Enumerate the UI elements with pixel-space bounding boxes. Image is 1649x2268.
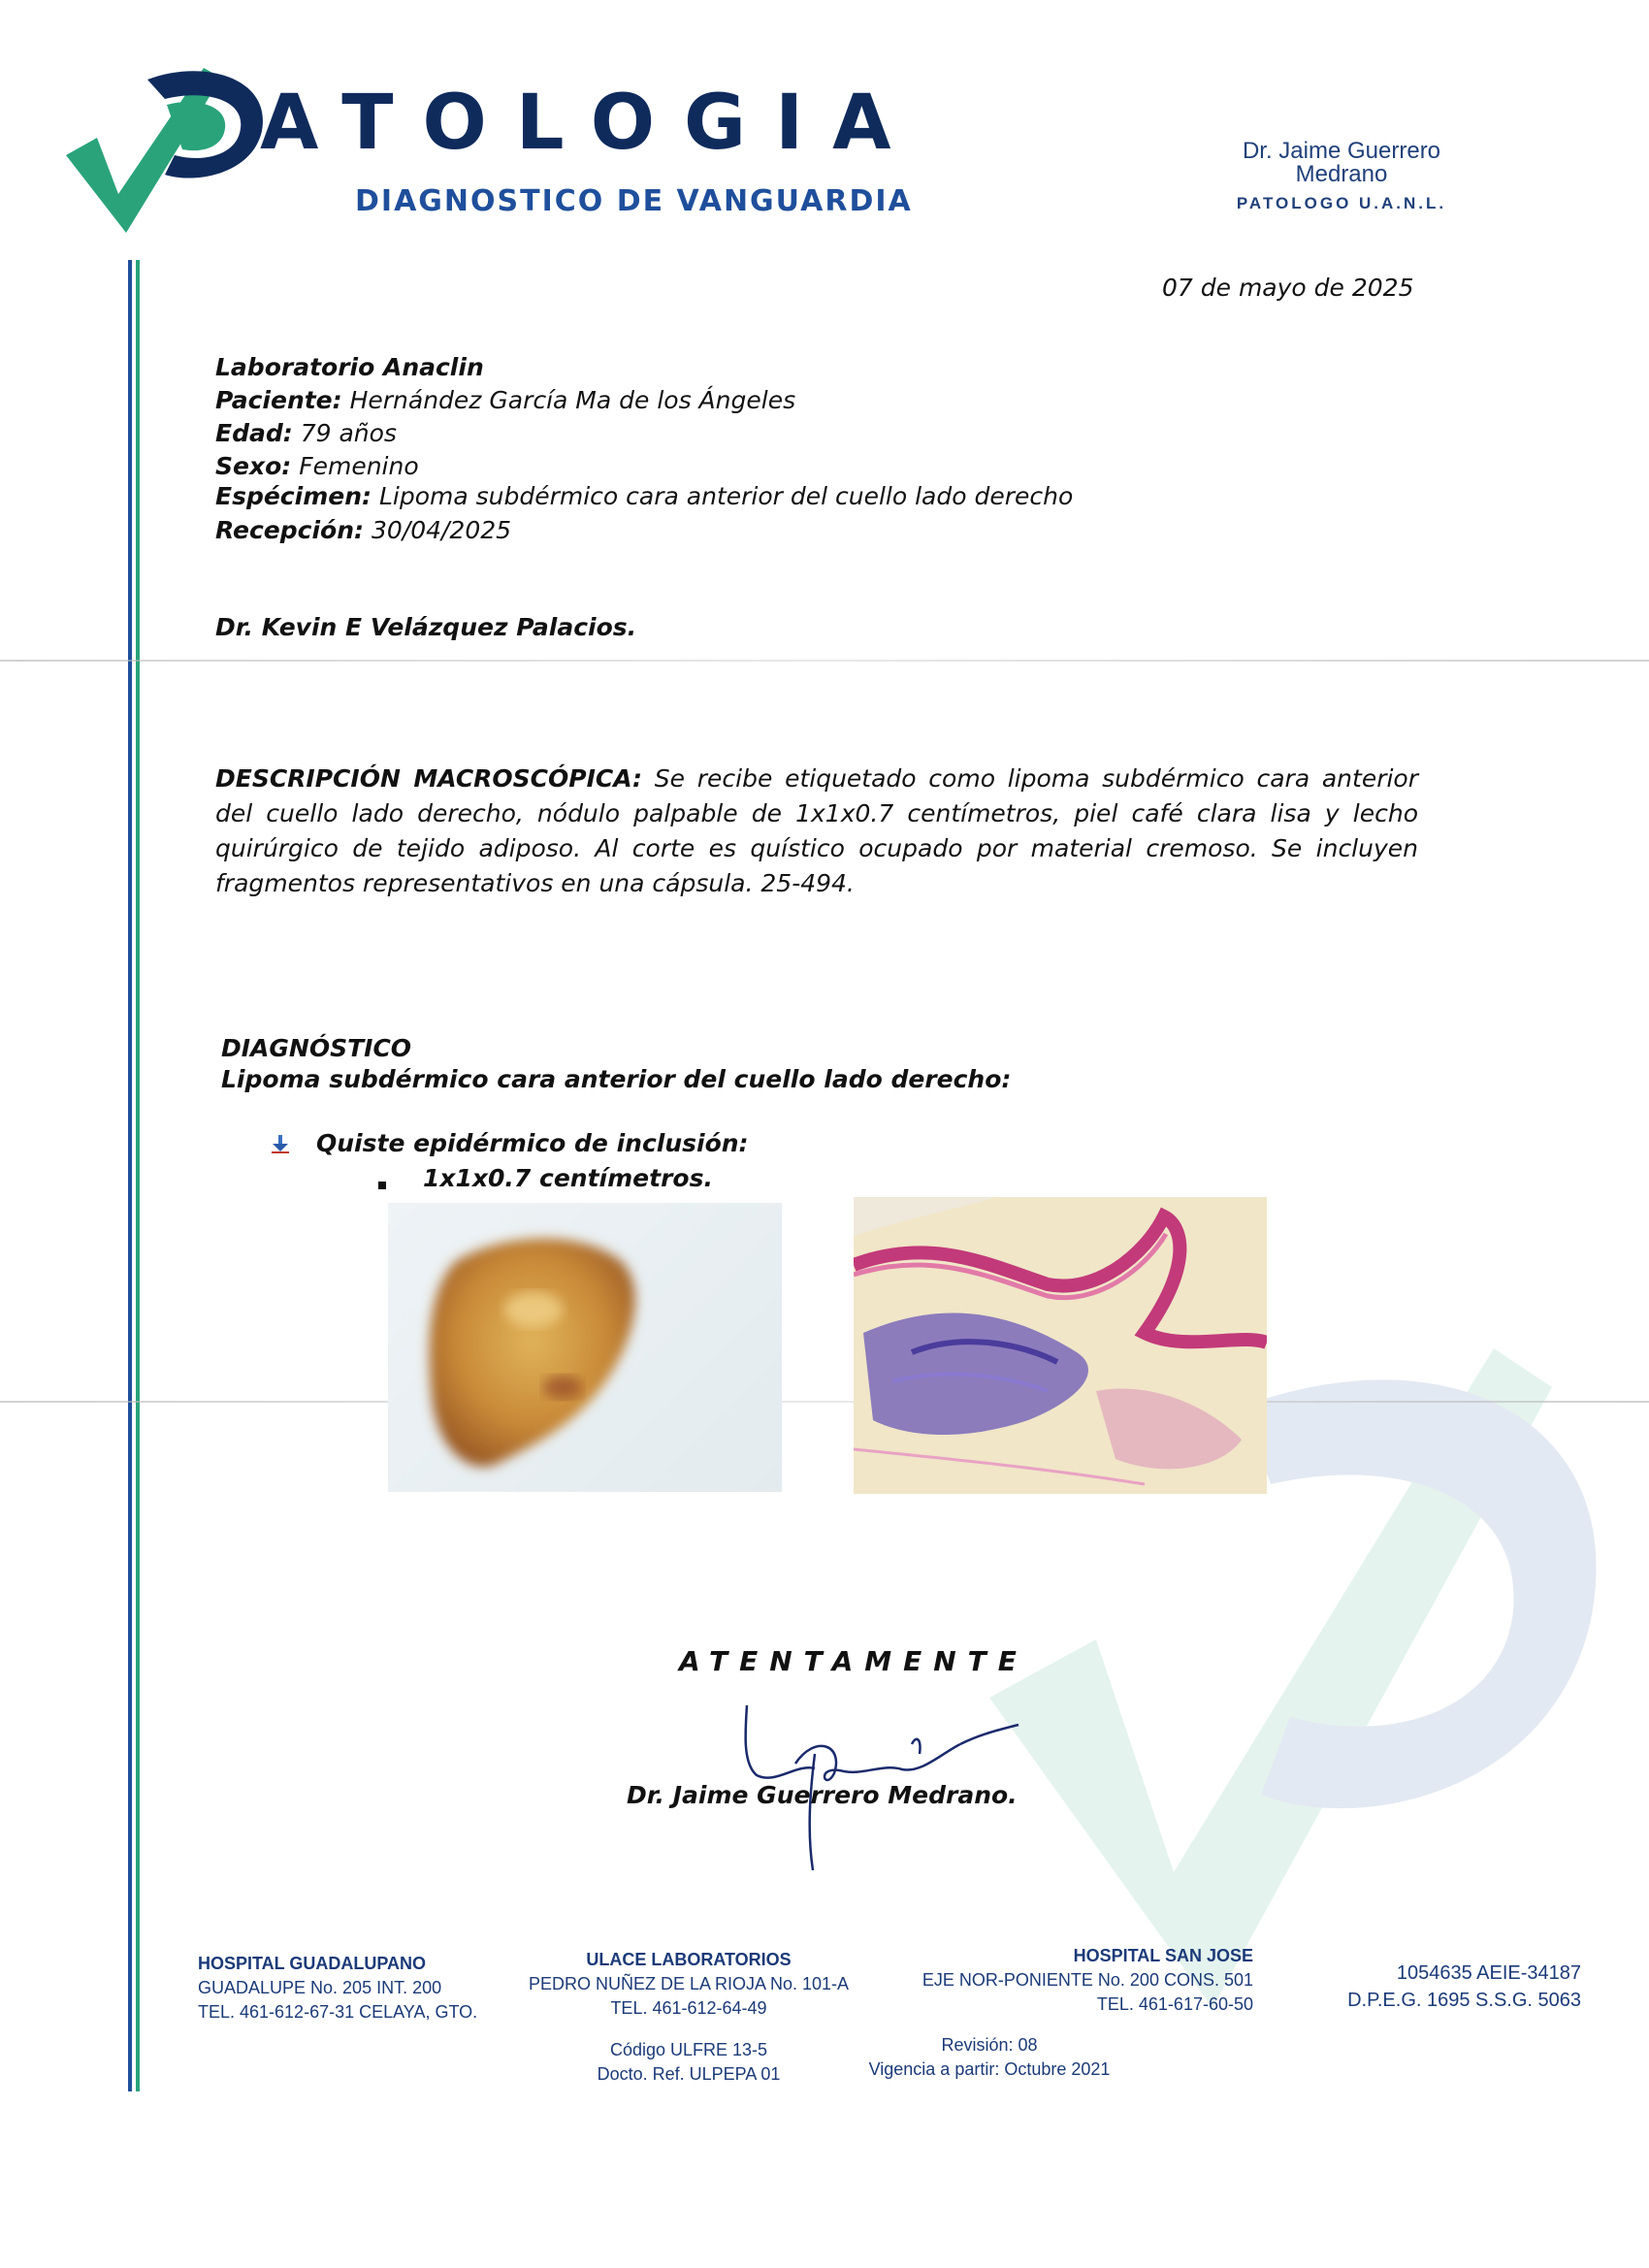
- footer-hospital-guadalupano: [198, 1952, 477, 2025]
- diagnosis-subitem: 1x1x0.7 centímetros.: [423, 1164, 713, 1192]
- footer-col1-line2: TEL. 461-612-67-31 CELAYA, GTO.: [198, 2002, 478, 2022]
- footer-registration-numbers: [1300, 1960, 1581, 2014]
- footer-col2-name: ULACE LABORATORIOS: [586, 1950, 792, 1969]
- diagnosis-line: Lipoma subdérmico cara anterior del cuello lado derecho:: [221, 1065, 1012, 1093]
- left-stripe-green: [136, 260, 140, 2091]
- footer-hospital-san-jose: [873, 1944, 1253, 2017]
- sex-field: [215, 452, 419, 480]
- footer-col3-line1: EJE NOR-PONIENTE No. 200 CONS. 501: [922, 1970, 1253, 1990]
- laboratory-name: Laboratorio Anaclin: [215, 353, 484, 381]
- header-doctor-name: [1201, 140, 1482, 186]
- signer-name: Dr. Jaime Guerrero Medrano.: [627, 1781, 1018, 1809]
- reception-field: [215, 516, 511, 544]
- macroscopic-description: [215, 761, 1418, 901]
- footer-col2-code2: Docto. Ref. ULPEPA 01: [597, 2064, 781, 2084]
- footer-ulace-laboratorios: [504, 1948, 873, 2087]
- patient-label: Paciente:: [215, 386, 342, 414]
- header-doctor-title: PATOLOGO U.A.N.L.: [1236, 194, 1447, 212]
- sex-label: Sexo:: [215, 452, 292, 480]
- sex-value: Femenino: [299, 452, 419, 480]
- reception-value: 30/04/2025: [371, 516, 512, 544]
- footer-col4-line2: D.P.E.G. 1695 S.S.G. 5063: [1347, 1990, 1581, 2011]
- referring-doctor: Dr. Kevin E Velázquez Palacios.: [215, 613, 637, 641]
- paper-fold-line: [0, 660, 1649, 662]
- doctor-name-line1: Dr. Jaime Guerrero: [1242, 138, 1441, 164]
- diagnosis-title: DIAGNÓSTICO: [221, 1034, 412, 1062]
- diagnosis-item: Quiste epidérmico de inclusión:: [316, 1129, 749, 1157]
- brand-name: ATOLOGIA: [260, 80, 921, 167]
- report-date: 07 de mayo de 2025: [1162, 274, 1414, 302]
- age-field: [215, 419, 397, 447]
- patologia-logo-mark: [58, 49, 272, 233]
- patient-field: [215, 386, 795, 414]
- specimen-value: Lipoma subdérmico cara anterior del cuello lado derecho: [378, 482, 1074, 510]
- age-label: Edad:: [215, 419, 293, 447]
- footer-revision: [824, 2033, 1154, 2082]
- square-bullet-icon: [378, 1182, 386, 1189]
- specimen-photo: [388, 1203, 782, 1492]
- age-value: 79 años: [300, 419, 397, 447]
- doctor-name-line2: Medrano: [1295, 161, 1388, 187]
- macroscopic-label: DESCRIPCIÓN MACROSCÓPICA:: [215, 764, 643, 793]
- down-arrow-bullet-icon: [270, 1133, 291, 1154]
- left-stripe-blue: [128, 260, 132, 2091]
- specimen-field: [215, 482, 1073, 510]
- histology-micrograph: [854, 1197, 1267, 1494]
- footer-col2-code1: Código ULFRE 13-5: [609, 2040, 768, 2059]
- brand-tagline: DIAGNOSTICO DE VANGUARDIA: [355, 184, 913, 218]
- footer-col2-line2: TEL. 461-612-64-49: [610, 1998, 767, 2018]
- patient-value: Hernández García Ma de los Ángeles: [349, 386, 796, 414]
- footer-col3-rev1: Revisión: 08: [941, 2035, 1038, 2055]
- paper-fold-line: [0, 1401, 1649, 1403]
- footer-col1-line1: GUADALUPE No. 205 INT. 200: [198, 1978, 442, 1997]
- macroscopic-text: Se recibe etiquetado como lipoma subdérmico cara anterior del cuello lado derecho, nódulo palpable de 1x1x0.7 centímetros, piel café clara lisa y lecho quirúrgico de tejido adiposo. Al corte es quístico ocupado por material cremoso. Se incluyen fragmentos representativos en una cápsula. 25-494.: [215, 764, 1418, 897]
- footer-col3-line2: TEL. 461-617-60-50: [1096, 1994, 1253, 2014]
- footer-col3-name: HOSPITAL SAN JOSE: [1073, 1946, 1253, 1965]
- specimen-label: Espécimen:: [215, 482, 372, 510]
- footer-col4-line1: 1054635 AEIE-34187: [1396, 1962, 1581, 1984]
- footer-col1-name: HOSPITAL GUADALUPANO: [198, 1954, 427, 1973]
- closing-text: ATENTAMENTE: [679, 1645, 1028, 1677]
- footer-col3-rev2: Vigencia a partir: Octubre 2021: [868, 2059, 1111, 2079]
- footer-col2-line1: PEDRO NUÑEZ DE LA RIOJA No. 101-A: [528, 1974, 850, 1993]
- reception-label: Recepción:: [215, 516, 364, 544]
